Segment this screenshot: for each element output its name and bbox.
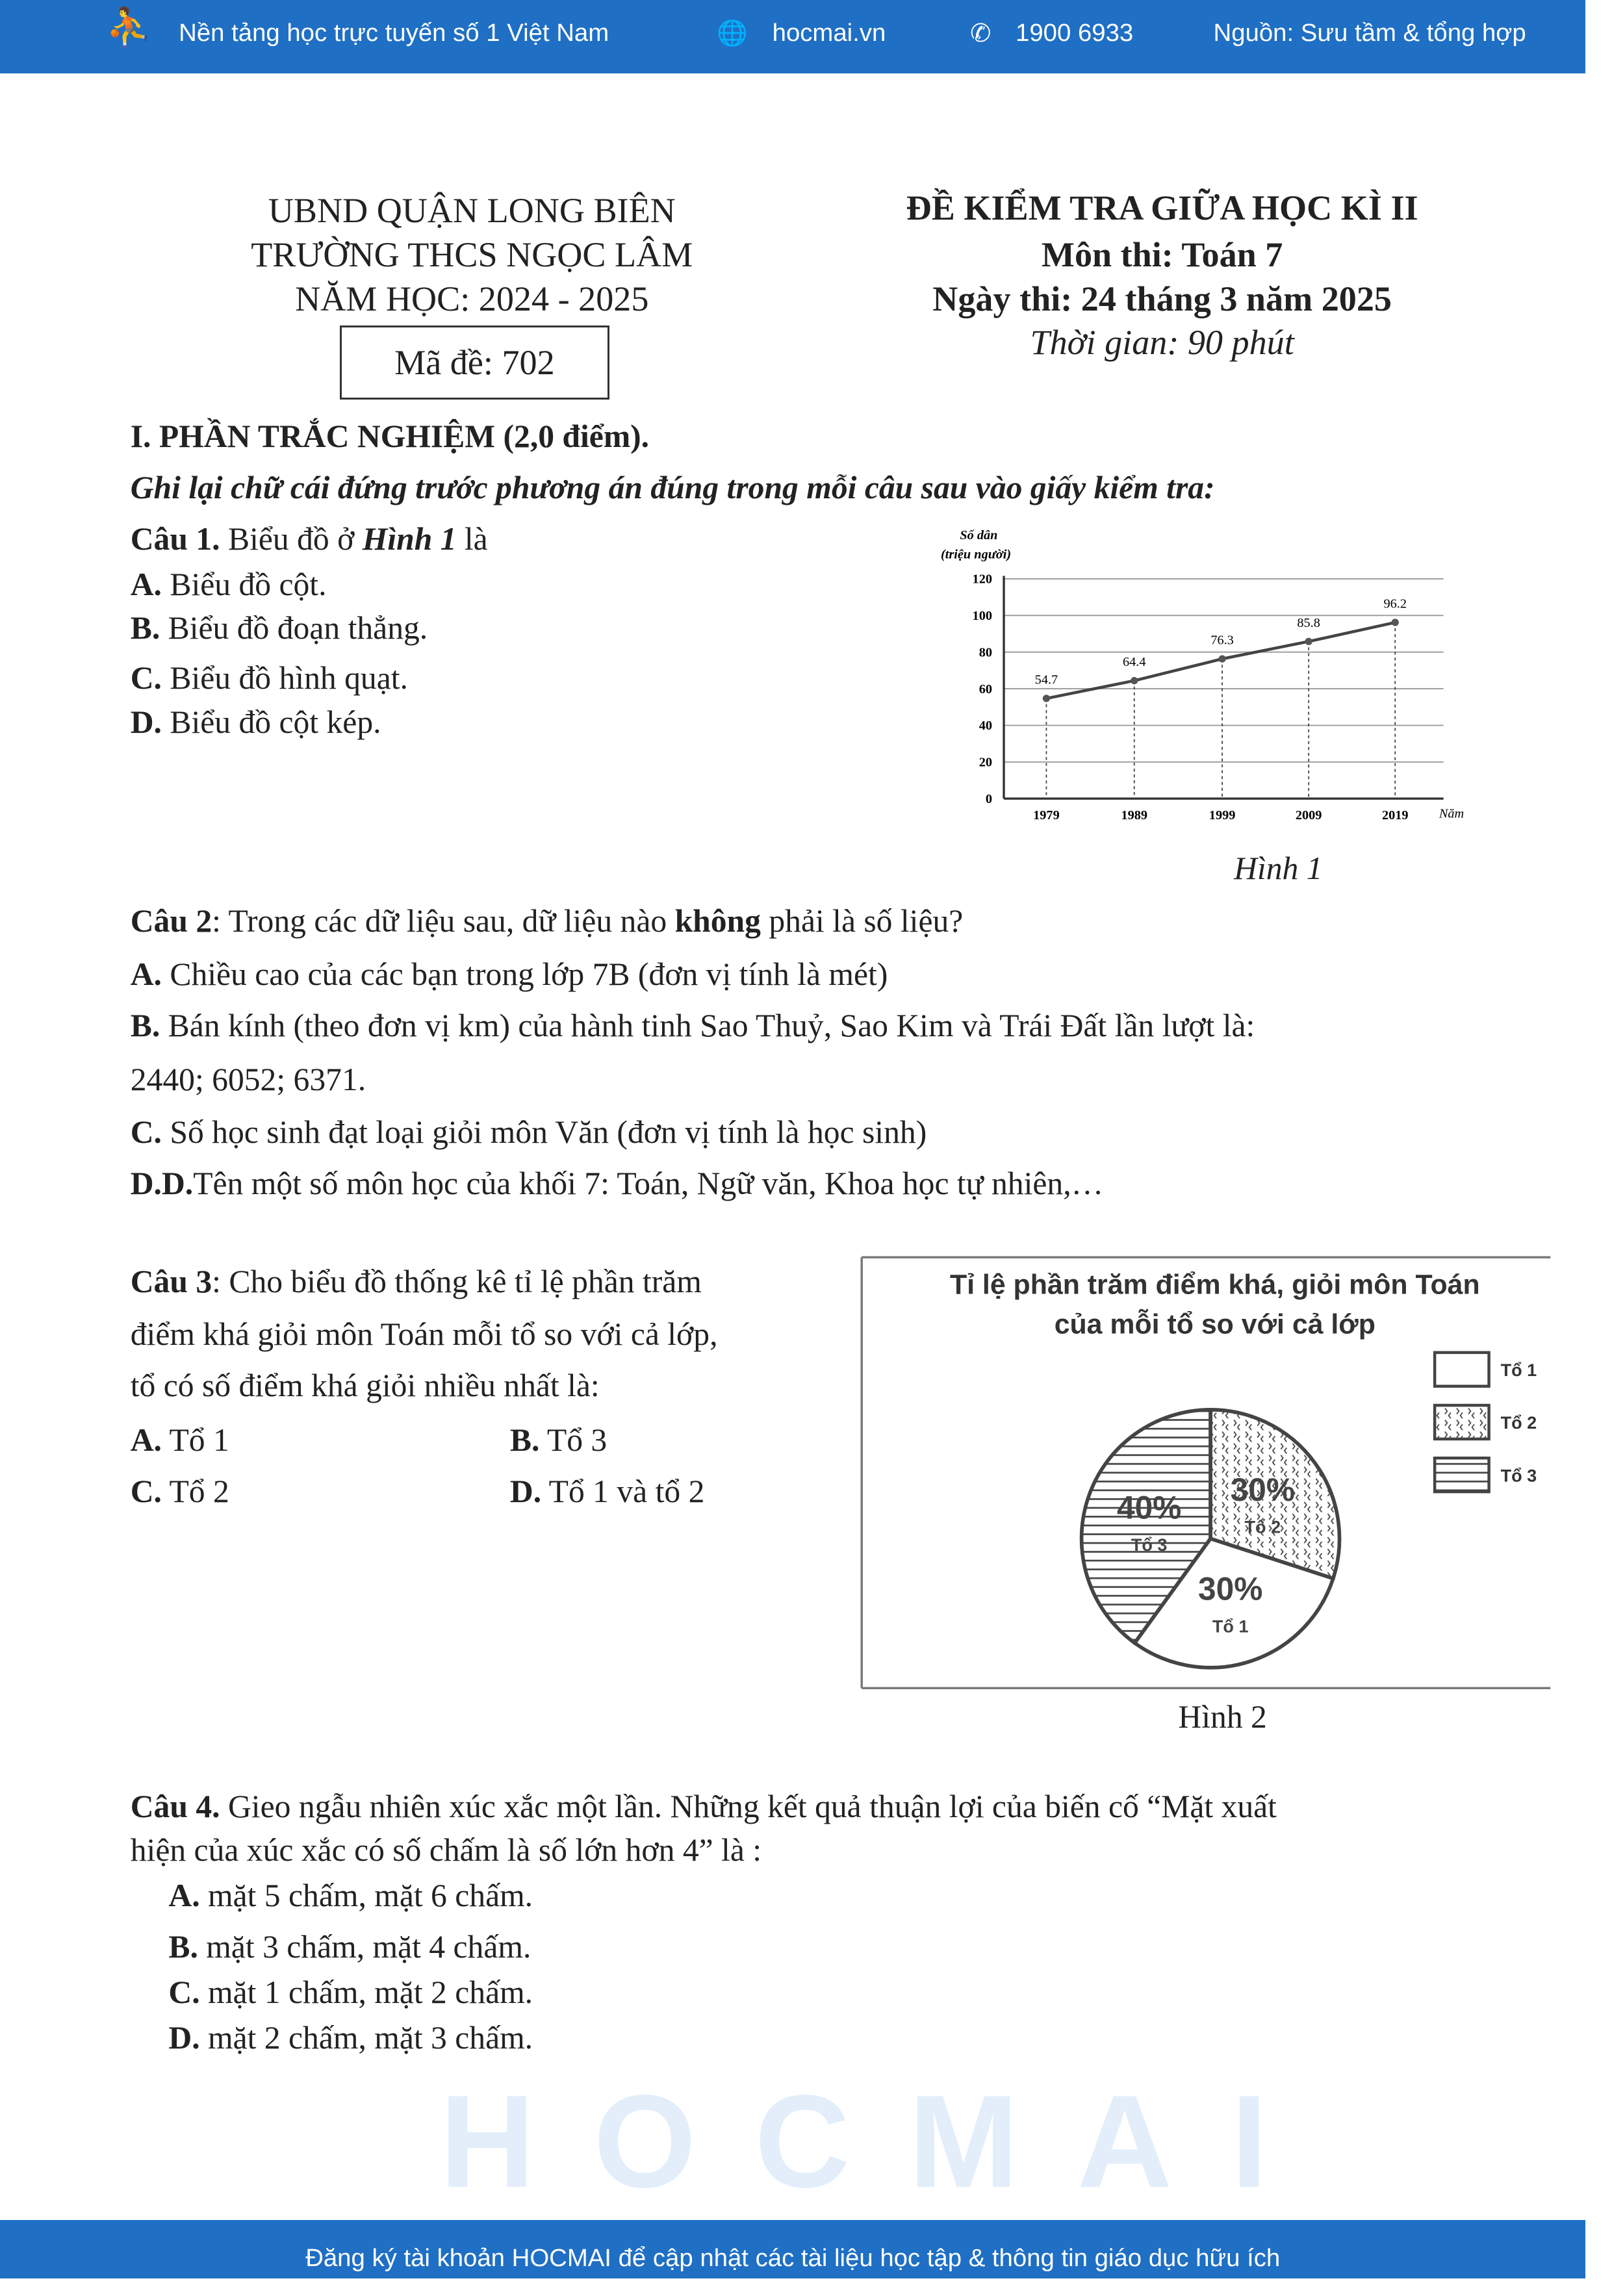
legend-label: Tổ 2 (1500, 1413, 1537, 1433)
site-link[interactable]: hocmai.vn (772, 19, 886, 47)
q2-text: : Trong các dữ liệu sau, dữ liệu nào (212, 903, 675, 939)
q2-text-end: phải là số liệu? (760, 903, 964, 939)
option-text: mặt 1 chấm, mặt 2 chấm. (199, 1974, 533, 2011)
q2-emphasis: không (674, 903, 761, 939)
legend-label: Tổ 1 (1500, 1360, 1537, 1380)
option-text: Số học sinh đạt loại giỏi môn Văn (đơn vị tính là học sinh) (161, 1114, 927, 1151)
subject: Môn thi: Toán 7 (1041, 235, 1283, 274)
question-4 (131, 1788, 1277, 1825)
option-key-d: D. (161, 1166, 194, 1202)
option-key: A. (130, 956, 162, 992)
option-key: B. (130, 1007, 160, 1043)
footer-banner (0, 2220, 1585, 2278)
option-text: Biểu đồ cột kép. (161, 704, 381, 740)
option-key: B. (509, 1422, 540, 1458)
q4-label: Câu 4. (130, 1788, 220, 1824)
q3-text-line3: tổ có số điểm khá giỏi nhiều nhất là: (130, 1368, 600, 1404)
data-label: 85.8 (1297, 615, 1320, 630)
q4-option-d[interactable] (168, 2019, 533, 2056)
option-text: mặt 2 chấm, mặt 3 chấm. (199, 2020, 533, 2056)
y-tick-label: 100 (972, 609, 992, 624)
option-text: Tổ 2 (161, 1473, 229, 1509)
option-key: A. (130, 1422, 162, 1458)
y-tick-label: 80 (979, 645, 992, 660)
option-text: Tên một số môn học của khối 7: Toán, Ngữ văn, Khoa học tự nhiên,… (193, 1166, 1104, 1202)
data-label: 96.2 (1383, 596, 1407, 611)
option-key: D. (130, 1166, 162, 1202)
slogan: Nền tảng học trực tuyến số 1 Việt Nam (179, 19, 609, 47)
option-key: B. (130, 610, 160, 646)
option-text: Biểu đồ hình quạt. (161, 659, 408, 696)
watermark-text: HOCMAI (439, 2068, 1327, 2216)
globe-icon: 🌐 (716, 19, 748, 48)
x-tick-label: 1999 (1209, 808, 1236, 823)
option-key: C. (130, 659, 162, 696)
option-text: Tổ 1 và tổ 2 (541, 1473, 705, 1509)
legend-swatch (1435, 1405, 1489, 1439)
option-key: A. (130, 566, 162, 602)
legend-swatch (1435, 1458, 1489, 1492)
duration: Thời gian: 90 phút (1030, 323, 1294, 363)
y-tick-label: 20 (979, 755, 992, 770)
option-text: Chiều cao của các bạn trong lớp 7B (đơn vị tính là mét) (161, 956, 888, 992)
q3-text: : Cho biểu đồ thống kê tỉ lệ phần trăm (212, 1264, 702, 1300)
section-title: I. PHẦN TRẮC NGHIỆM (2,0 điểm). (130, 418, 650, 454)
legend-swatch (1435, 1353, 1489, 1386)
slice-name-label: Tổ 2 (1244, 1517, 1281, 1537)
school: TRƯỜNG THCS NGỌC LÂM (251, 235, 693, 274)
exam-code: Mã đề: 702 (340, 325, 609, 400)
option-text: Bán kính (theo đơn vị km) của hành tinh Sao Thuỷ, Sao Kim và Trái Đất lần lượt là: (160, 1007, 1255, 1043)
option-text: 2440; 6052; 6371. (130, 1061, 366, 1097)
slice-name-label: Tổ 1 (1212, 1616, 1249, 1637)
data-label: 64.4 (1123, 655, 1146, 670)
x-tick-label: 1979 (1033, 808, 1060, 823)
data-label: 76.3 (1210, 633, 1234, 648)
q4-option-b[interactable] (168, 1928, 531, 1965)
hocmai-logo-icon: ⛹ (105, 6, 153, 49)
option-key: C. (168, 1974, 200, 2011)
y-tick-label: 40 (979, 719, 992, 733)
y-axis-unit: (triệu người) (941, 547, 1012, 562)
option-key: A. (168, 1878, 200, 1914)
option-text: Tổ 3 (539, 1422, 608, 1458)
q2-label: Câu 2 (130, 903, 212, 939)
option-key: D. (168, 2020, 200, 2056)
q4-option-a[interactable] (168, 1877, 533, 1914)
slice-percent-label: 40% (1117, 1489, 1182, 1526)
y-tick-label: 60 (979, 682, 992, 696)
q1-figure-ref: Hình 1 (362, 520, 457, 557)
slice-percent-label: 30% (1230, 1471, 1295, 1508)
option-text: mặt 5 chấm, mặt 6 chấm. (199, 1878, 533, 1914)
q4-text: Gieo ngẫu nhiên xúc xắc một lần. Những kết quả thuận lợi của biến cố “Mặt xuất (220, 1788, 1277, 1824)
option-key: C. (130, 1114, 162, 1151)
figure-1-caption: Hình 1 (1234, 850, 1323, 887)
exam-title: ĐỀ KIỂM TRA GIỮA HỌC KÌ II (906, 188, 1418, 227)
y-tick-label: 0 (985, 792, 992, 807)
q1-label: Câu 1. (130, 520, 220, 557)
option-text: Biểu đồ đoạn thẳng. (160, 610, 428, 646)
option-key: D. (130, 704, 162, 740)
y-axis-label: Số dân (960, 528, 998, 543)
instruction: Ghi lại chữ cái đứng trước phương án đúng trong mỗi câu sau vào giấy kiểm tra: (130, 469, 1215, 505)
q4-text-line2: hiện của xúc xắc có số chấm là số lớn hơn 4” là : (130, 1832, 762, 1869)
option-text: Tổ 1 (161, 1422, 229, 1458)
q4-option-c[interactable] (168, 1974, 533, 2011)
q3-label: Câu 3 (130, 1264, 212, 1300)
q3-text-line2: điểm khá giỏi môn Toán mỗi tổ so với cả lớp, (130, 1316, 718, 1353)
pie-title-2: của mỗi tổ so với cả lớp (1054, 1308, 1375, 1340)
legend-label: Tổ 3 (1500, 1466, 1537, 1486)
footer-text[interactable]: Đăng ký tài khoản HOCMAI để cập nhật các tài liệu học tập & thông tin giáo dục hữu ích (305, 2244, 1281, 2273)
x-tick-label: 2019 (1381, 808, 1409, 823)
x-tick-label: 2009 (1295, 808, 1322, 823)
q1-text: Biểu đồ ở (220, 520, 363, 557)
exam-date: Ngày thi: 24 tháng 3 năm 2025 (932, 279, 1392, 318)
option-key: B. (168, 1929, 198, 1965)
x-axis-label: Năm (1439, 806, 1465, 821)
source-note: Nguồn: Sưu tầm & tổng hợp (1213, 19, 1526, 47)
data-label: 54.7 (1034, 672, 1058, 687)
y-tick-label: 120 (972, 572, 992, 587)
option-text: mặt 3 chấm, mặt 4 chấm. (198, 1929, 531, 1965)
option-text: Biểu đồ cột. (161, 566, 327, 602)
x-tick-label: 1989 (1121, 808, 1148, 823)
slice-name-label: Tổ 3 (1131, 1535, 1168, 1555)
phone-number[interactable]: 1900 6933 (1016, 19, 1134, 47)
figure-2-caption: Hình 2 (1178, 1699, 1267, 1735)
option-key: D. (509, 1473, 542, 1509)
slice-percent-label: 30% (1198, 1570, 1263, 1607)
pie-title-1: Tỉ lệ phần trăm điểm khá, giỏi môn Toán (949, 1269, 1480, 1301)
district: UBND QUẬN LONG BIÊN (268, 191, 676, 231)
q1-text-end: là (456, 520, 488, 557)
school-year: NĂM HỌC: 2024 - 2025 (295, 279, 649, 318)
phone-icon: ✆ (970, 19, 992, 48)
option-key: C. (130, 1473, 162, 1509)
